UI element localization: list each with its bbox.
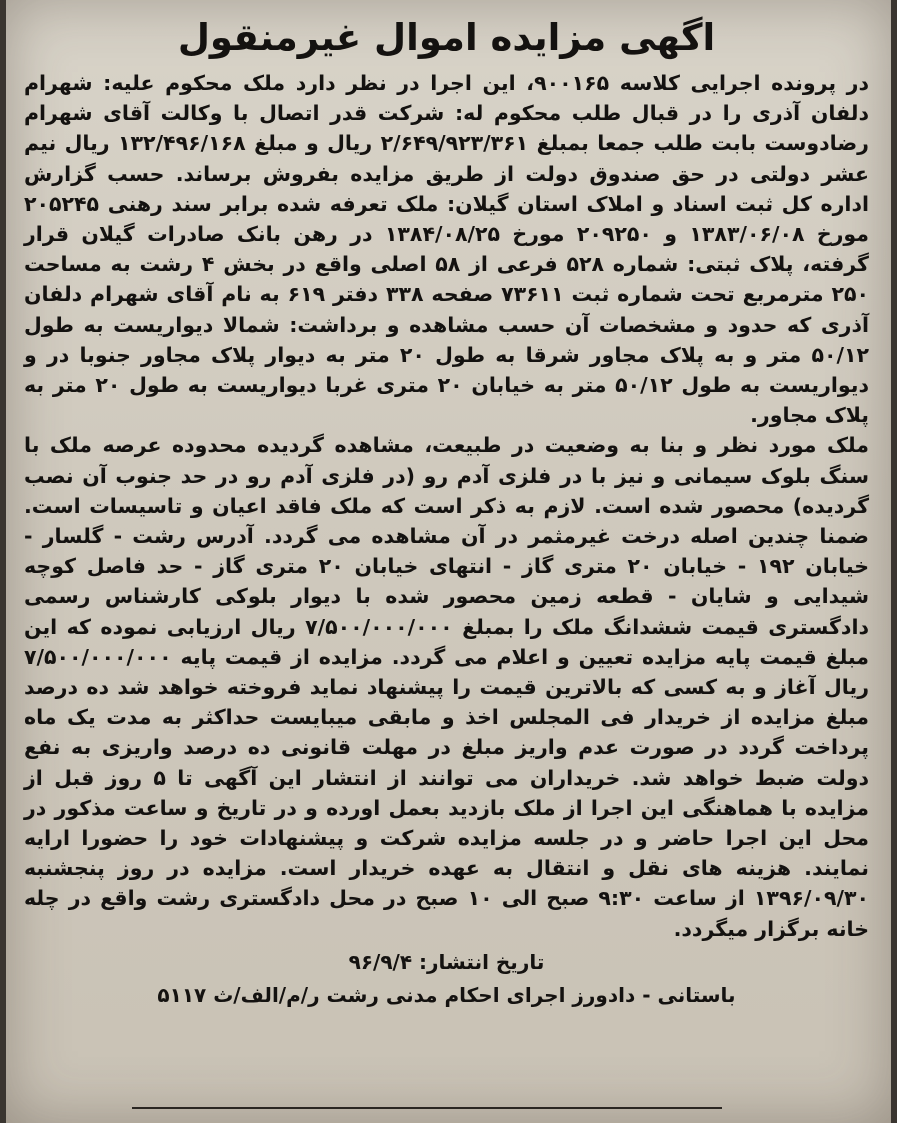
publish-date: تاریخ انتشار: ۹۶/۹/۴ bbox=[348, 949, 545, 974]
notice-paragraph-property: در پرونده اجرایی کلاسه ۹۰۰۱۶۵، این اجرا در نظر دارد ملک محکوم علیه: شهرام دلفان آذری را در قبال طلب محکوم له: شرکت قدر اتصال با وکالت آقای شهرام رضادوست بابت طلب جمعا بمبلغ ۲/۶۴۹/۹۲۳/۳۶۱ ریال و مبلغ ۱۳۲/۴۹۶/۱۶۸ ریال نیم عشر دولتی در حق صندوق دولت از طریق مزایده بفروش برساند. حسب گزارش اداره کل ثبت اسناد و املاک استان گیلان: ملک تعرفه شده برابر سند رهنی ۲۰۵۲۴۵ مورخ ۱۳۸۳/۰۶/۰۸ و ۲۰۹۲۵۰ مورخ ۱۳۸۴/۰۸/۲۵ در رهن بانک صادرات گیلان قرار گرفته، پلاک ثبتی: شماره ۵۲۸ فرعی از ۵۸ اصلی واقع در بخش ۴ رشت به مساحت ۲۵۰ مترمربع تحت شماره ثبت ۷۳۶۱۱ صفحه ۳۳۸ دفتر ۶۱۹ به نام آقای شهرام دلفان آذری که حدود و مشخصات آن حسب مشاهده و برداشت: شمالا دیواریست به طول ۵۰/۱۲ متر و به پلاک مجاور شرقا به طول ۲۰ متر به دیوار پلاک مجاور جنوبا در و دیواریست به طول ۵۰/۱۲ متر به خیابان ۲۰ متری غربا دیواریست به طول ۲۰ متر به پلاک مجاور. bbox=[24, 71, 869, 428]
bottom-divider bbox=[132, 1107, 722, 1109]
newspaper-clipping bbox=[6, 0, 891, 1123]
notice-paragraph-auction-terms: ملک مورد نظر و بنا به وضعیت در طبیعت، مشاهده گردیده محدوده عرصه ملک با سنگ بلوک سیمانی و نیز با در فلزی آدم رو (در فلزی آدم رو در حد جنوب آن نصب گردیده) محصور شده است. لازم به ذکر است که ملک فاقد اعیان و تاسیسات است. ضمنا چندین اصله درخت غیرمثمر در آن مشاهده می گردد. آدرس رشت - گلسار - خیابان ۱۹۲ - خیابان ۲۰ متری گاز - انتهای خیابان ۲۰ متری گاز - حد فاصل کوچه شیدایی و شایان - قطعه زمین محصور شده با دیوار بلوکی کارشناس رسمی دادگستری قیمت ششدانگ ملک را بمبلغ ۷/۵۰۰/۰۰۰/۰۰۰ ریال ارزیابی نموده که این مبلغ قیمت پایه مزایده تعیین و اعلام می گردد. مزایده از قیمت پایه ۷/۵۰۰/۰۰۰/۰۰۰ ریال آغاز و به کسی که بالاترین قیمت را پیشنهاد نماید فروخته خواهد شد ده درصد مبلغ مزایده از خریدار فی المجلس اخذ و مابقی میبایست حداکثر به مدت یک ماه پرداخت گردد در صورت عدم واریز مبلغ در مهلت قانونی ده درصد واریزی به نفع دولت ضبط خواهد شد. خریداران می توانند از انتشار این آگهی تا ۵ روز قبل از مزایده با هماهنگی این اجرا از ملک بازدید بعمل اورده و در تاریخ و ساعت مذکور در محل این اجرا حاضر و در جلسه مزایده شرکت و پیشنهادات خود را حضورا ارایه نمایند. هزینه های نقل و انتقال به عهده خریدار است. مزایده در روز پنجشنبه ۱۳۹۶/۰۹/۳۰ از ساعت ۹:۳۰ صبح الی ۱۰ صبح در محل دادگستری رشت واقع در چله خانه برگزار میگردد. bbox=[24, 433, 869, 941]
signature-line: باستانی - دادورز اجرای احکام مدنی رشت ر/م/الف/ث ۵۱۱۷ bbox=[157, 982, 736, 1007]
notice-title: اگهی مزایده اموال غیرمنقول bbox=[177, 16, 716, 59]
auction-notice bbox=[24, 8, 869, 1012]
notice-body bbox=[24, 68, 869, 944]
